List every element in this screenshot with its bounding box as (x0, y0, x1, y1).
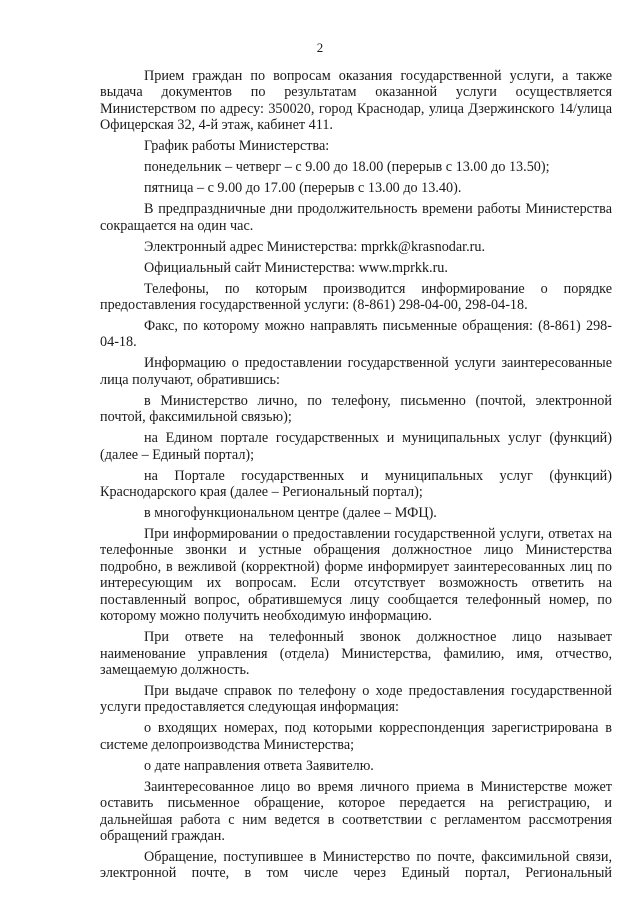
paragraph-email: Электронный адрес Министерства: mprkk@krasnodar.ru. (144, 238, 486, 255)
page-number: 2 (316, 40, 324, 55)
paragraph-info-mfc: в многофункциональном центре (далее – МФЦ). (144, 505, 437, 522)
paragraph-info-sources-intro: Информацию о предоставлении государственной услуги заинтересованные лица получают, обратившись: (100, 355, 612, 388)
paragraph-phone-call-answer: При ответе на телефонный звонок должностное лицо называет наименование управления (отдела) Министерства, фамилию, имя, отчество, замещаемую должность. (100, 629, 612, 678)
paragraph-incoming-numbers: о входящих номерах, под которыми корреспонденция зарегистрирована в системе делопроизводства Министерства; (100, 720, 612, 753)
paragraph-informing-rules: При информировании о предоставлении государственной услуги, ответах на телефонные звонки и устные обращения должностное лицо Министерства подробно, в вежливой (корректной) форме информирует заинтересованных лиц по интересующим их вопросам. Если отсутствует возможность ответить на поставленный вопрос, обратившемуся лицу сообщается телефонный номер, по которому можно получить необходимую информацию. (100, 526, 612, 625)
paragraph-mail-appeal: Обращение, поступившее в Министерство по почте, факсимильной связи, электронной почте, в том числе через Единый портал, Региональный (100, 848, 612, 882)
paragraph-schedule-heading: График работы Министерства: (144, 138, 330, 155)
paragraph-info-ministry: в Министерство лично, по телефону, письменно (почтой, электронной почтой, факсимильной связью); (100, 392, 612, 426)
paragraph-response-date: о дате направления ответа Заявителю. (144, 757, 374, 774)
paragraph-reception-address: Прием граждан по вопросам оказания государственной услуги, а также выдача документов по результатам оказанной услуги осуществляется Министерством по адресу: 350020, город Краснодар, улица Дзержинского 14/улица Офицерская 32, 4-й этаж, кабинет 411. (100, 68, 612, 134)
paragraph-personal-reception: Заинтересованное лицо во время личного приема в Министерстве может оставить письменное обращение, которое передается на регистрацию, и дальнейшая работа с ним ведется в соответствии с регламентом рассмотрения обращений граждан. (100, 778, 612, 844)
paragraph-phones: Телефоны, по которым производится информирование о порядке предоставления государственной услуги: (8-861) 298-04-00, 298-04-18. (100, 280, 612, 314)
paragraph-website: Официальный сайт Министерства: www.mprkk.ru. (144, 259, 448, 276)
paragraph-schedule-friday: пятница – с 9.00 до 17.00 (перерыв с 13.00 до 13.40). (144, 180, 462, 197)
paragraph-fax: Факс, по которому можно направлять письменные обращения: (8-861) 298-04-18. (100, 318, 612, 351)
document-body (100, 68, 612, 882)
paragraph-phone-inquiry-intro: При выдаче справок по телефону о ходе предоставления государственной услуги предоставляется следующая информация: (100, 682, 612, 716)
paragraph-info-regional-portal: на Портале государственных и муниципальных услуг (функций) Краснодарского края (далее – Региональный портал); (100, 467, 612, 501)
paragraph-schedule-mon-thu: понедельник – четверг – с 9.00 до 18.00 (перерыв с 13.00 до 13.50); (144, 159, 550, 176)
paragraph-pre-holiday: В предпраздничные дни продолжительность времени работы Министерства сокращается на один час. (100, 201, 612, 234)
paragraph-info-unified-portal: на Едином портале государственных и муниципальных услуг (функций) (далее – Единый портал); (100, 430, 612, 463)
